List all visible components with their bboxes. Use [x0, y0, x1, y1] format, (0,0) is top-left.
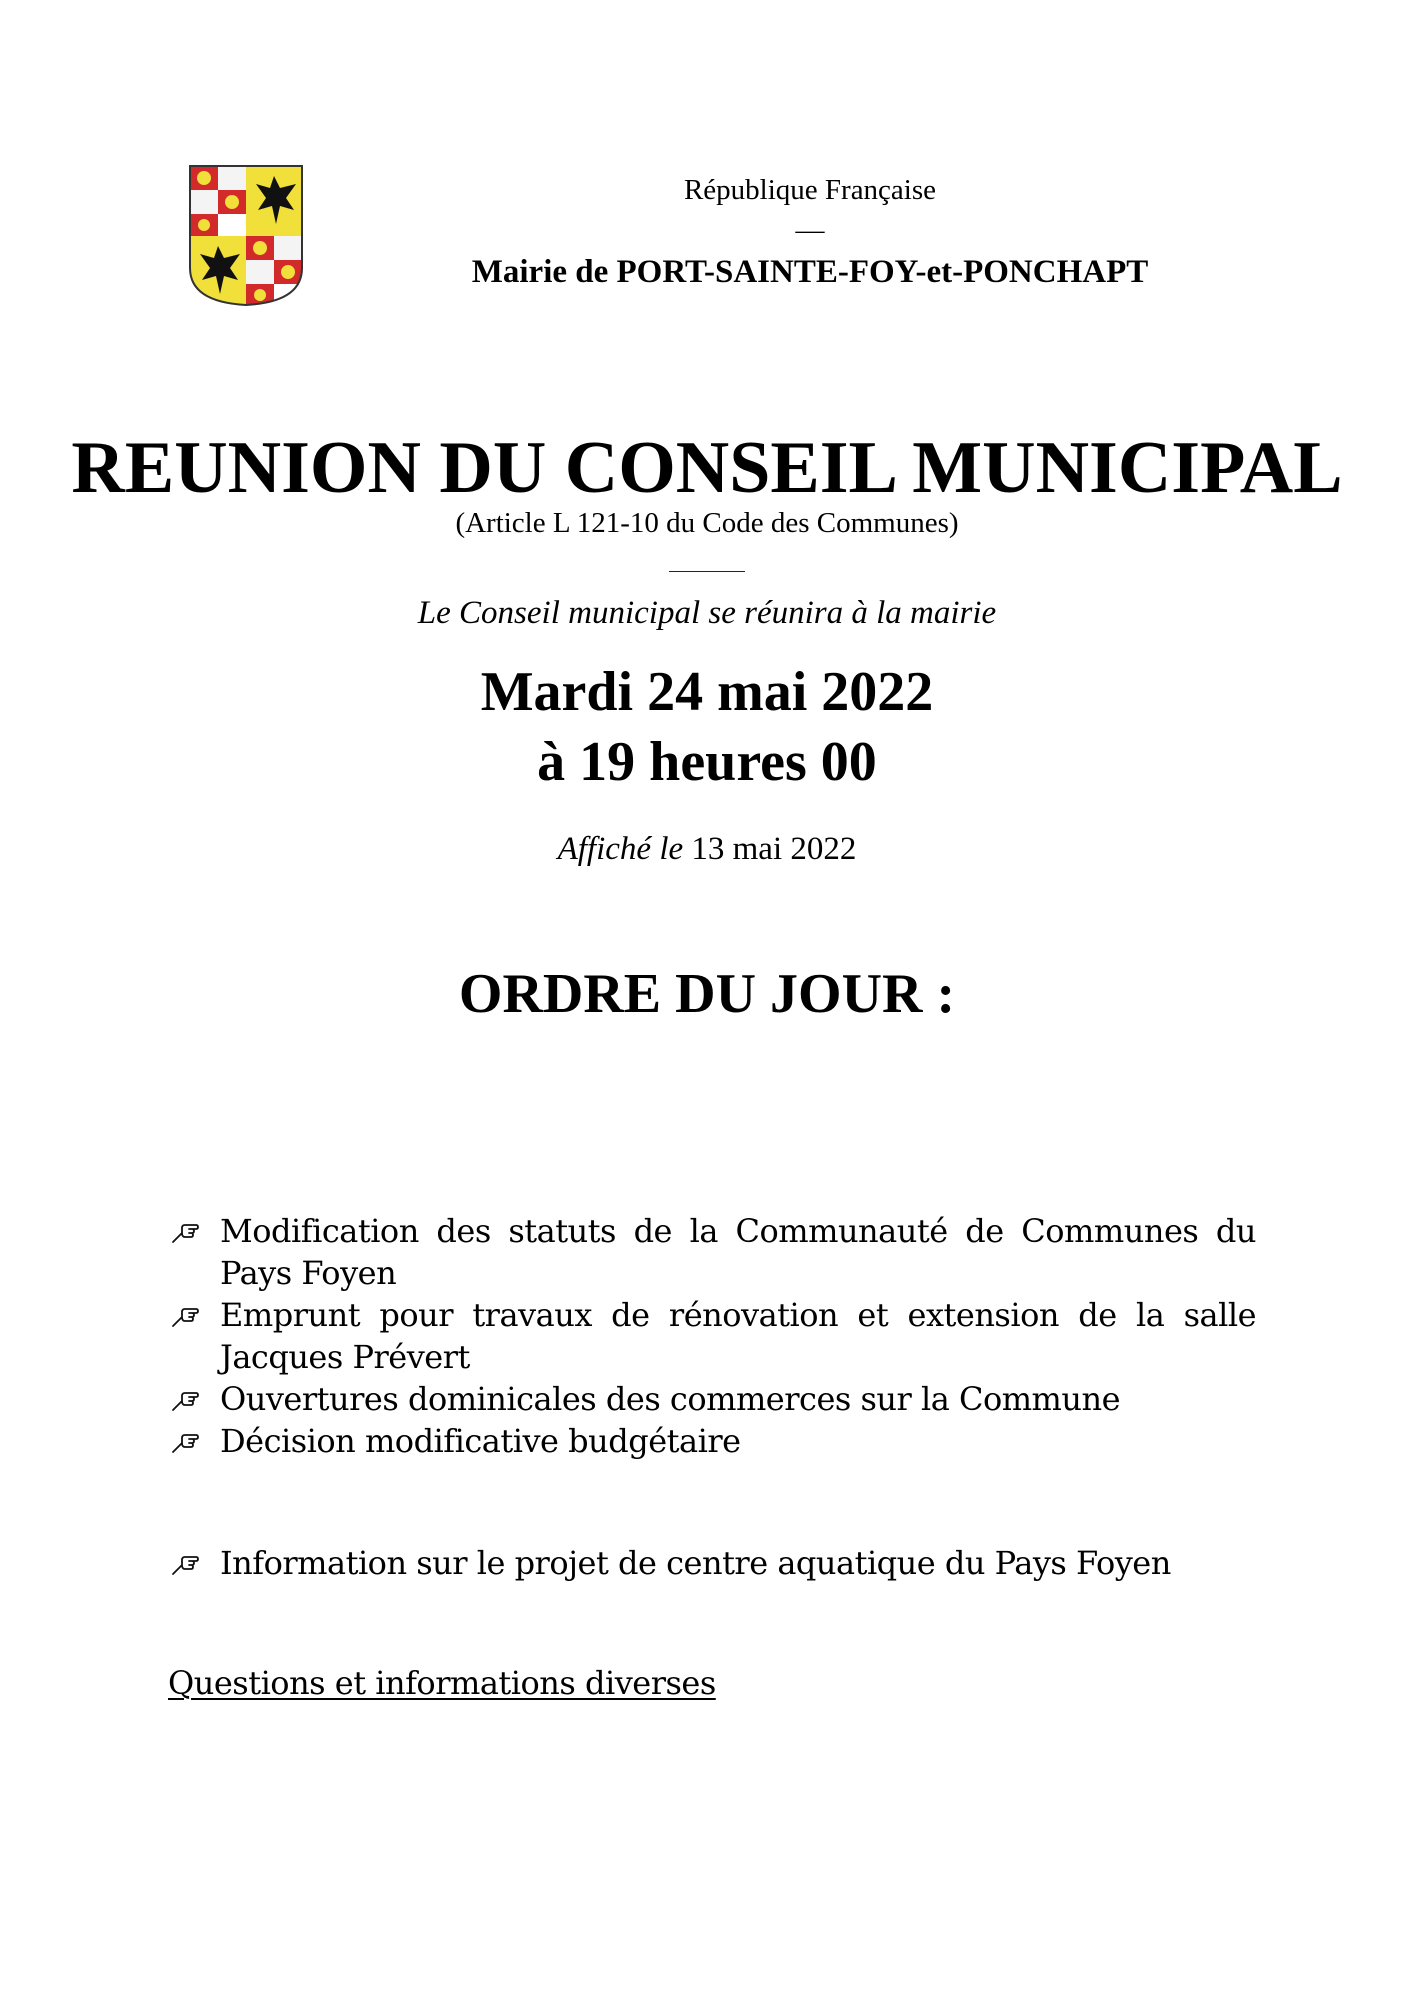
- information-item-text: Information sur le projet de centre aquatique du Pays Foyen: [220, 1544, 1171, 1582]
- list-item: [168, 1542, 1256, 1584]
- pointing-hand-icon: [170, 1428, 200, 1456]
- list-item: [168, 1420, 1256, 1462]
- letterhead: [390, 168, 1230, 296]
- posted-date: [0, 826, 1414, 872]
- questions-label: Questions et informations diverses: [168, 1664, 716, 1702]
- pointing-hand-icon: [170, 1218, 200, 1246]
- republic-label: République Française: [683, 174, 937, 206]
- agenda-title: ORDRE DU JOUR :: [458, 963, 956, 1025]
- divider: [0, 559, 1414, 569]
- meeting-date: Mardi 24 mai 2022: [480, 661, 934, 723]
- article-reference: (Article L 121-10 du Code des Communes): [455, 507, 959, 539]
- posted-value: 13 mai 2022: [691, 831, 857, 867]
- pointing-hand-icon: [170, 1302, 200, 1330]
- posted-label: Affiché le: [557, 831, 684, 867]
- mairie-name: Mairie de PORT-SAINTE-FOY-et-PONCHAPT: [471, 254, 1149, 290]
- header-dash: —: [795, 214, 825, 246]
- meeting-invite: Le Conseil municipal se réunira à la mairie: [417, 595, 997, 631]
- coat-of-arms-icon: [186, 162, 306, 308]
- agenda-list: [168, 1210, 1256, 1736]
- pointing-hand-icon: [170, 1386, 200, 1414]
- agenda-item-text: Ouvertures dominicales des commerces sur la Commune: [220, 1380, 1121, 1418]
- agenda-item-text: Modification des statuts de la Communauté de Communes du Pays Foyen: [220, 1212, 1256, 1292]
- agenda-item-text: Décision modificative budgétaire: [220, 1422, 741, 1460]
- meeting-time: à 19 heures 00: [537, 731, 877, 793]
- list-item: [168, 1210, 1256, 1294]
- agenda-item-text: Emprunt pour travaux de rénovation et extension de la salle Jacques Prévert: [220, 1296, 1256, 1376]
- list-item: [168, 1294, 1256, 1378]
- list-item: [168, 1378, 1256, 1420]
- pointing-hand-icon: [170, 1550, 200, 1578]
- page-title: REUNION DU CONSEIL MUNICIPAL: [71, 427, 1343, 509]
